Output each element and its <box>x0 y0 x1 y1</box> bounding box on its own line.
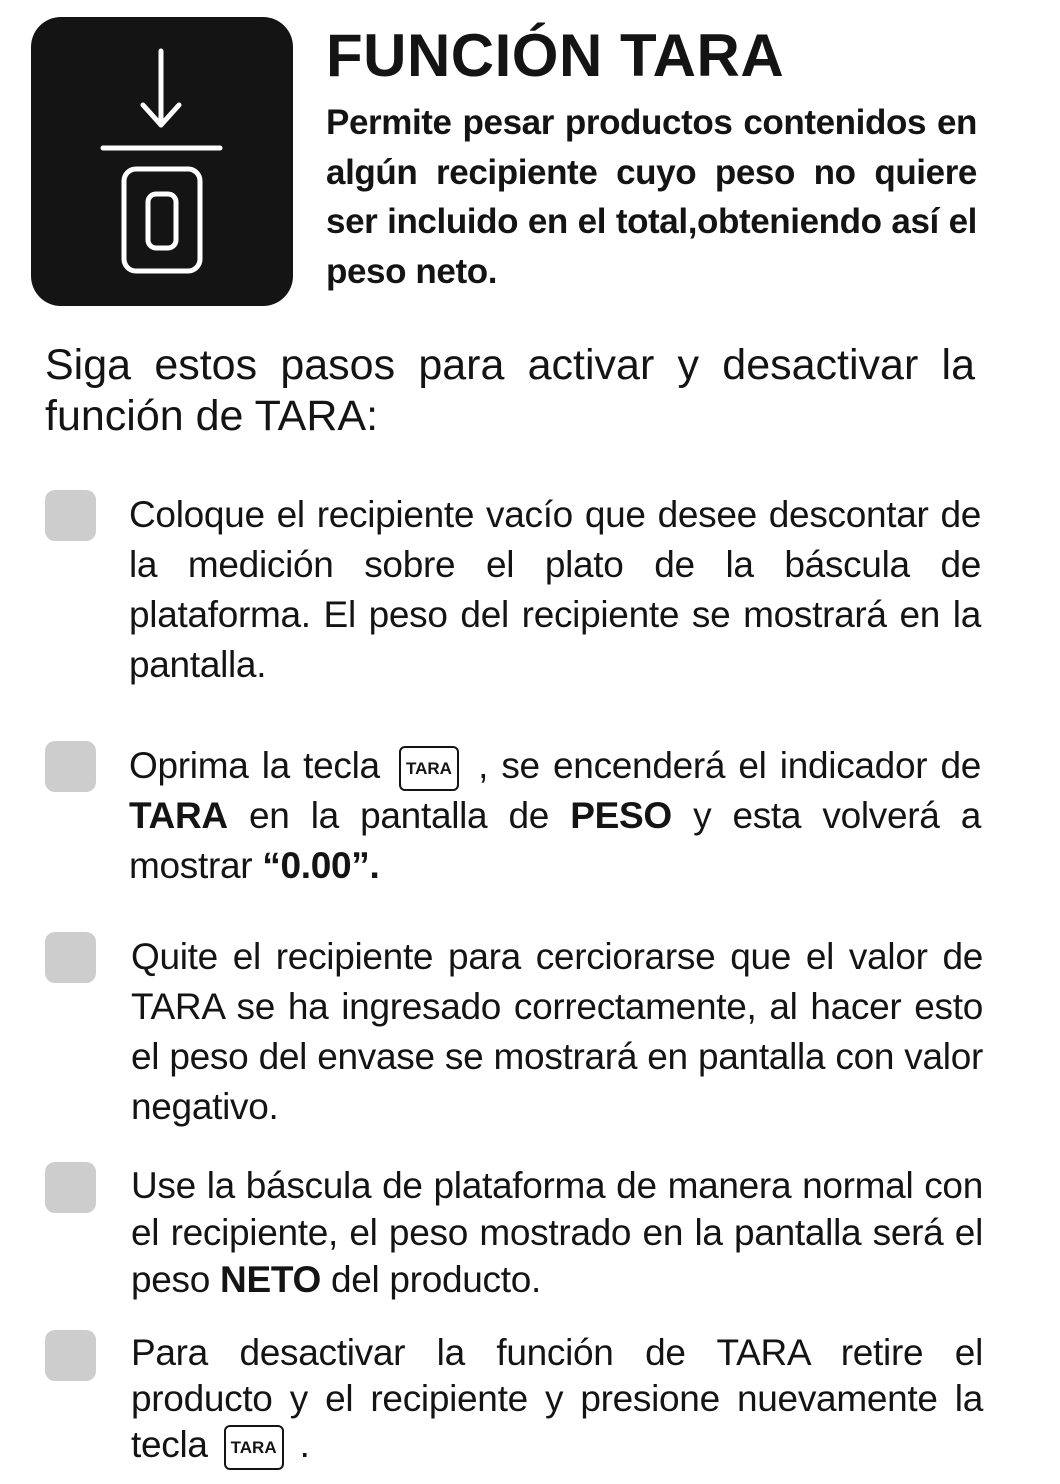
step-text-bold: TARA <box>129 795 228 836</box>
step-text: Quite el recipiente para cerciorarse que el valor de TARA se ha ingresado correctamente, al hacer esto el peso del envase se mostrará en pantalla con valor negativo. <box>131 936 983 1127</box>
step-text <box>131 1330 983 1470</box>
intro-text: Siga estos pasos para activar y desactivar la función de TARA: <box>45 341 975 440</box>
step-text-part: Use la báscula de plataforma de manera normal con el recipiente, el peso mostrado en la pantalla será el peso <box>131 1165 983 1300</box>
step-text-bold: NETO <box>220 1259 321 1300</box>
step-text: Coloque el recipiente vacío que desee descontar de la medición sobre el plato de la báscula de plataforma. El peso del recipiente se mostrará en la pantalla. <box>129 494 981 685</box>
tare-scale-icon <box>31 17 293 306</box>
step-text-part: , se encenderá el indicador de <box>478 745 982 786</box>
step-bullet <box>45 741 96 792</box>
step-bullet <box>45 1162 96 1213</box>
page-title: FUNCIÓN TARA <box>326 22 785 89</box>
step-bullet <box>45 1330 96 1381</box>
step-bullet <box>45 490 96 541</box>
step-text-bold: PESO <box>570 795 672 836</box>
step-text-bold: “0.00”. <box>262 845 380 886</box>
tara-key-icon: TARA <box>224 1425 284 1470</box>
step-text-part: Oprima la tecla <box>129 745 380 786</box>
step-text <box>131 1162 983 1303</box>
step-text-part: en la pantalla de <box>249 795 550 836</box>
step-text <box>129 741 981 891</box>
step-text-part: del producto. <box>330 1259 541 1300</box>
step-text-part: Para desactivar la función de TARA retire el producto y el recipiente y presione nuevamente la tecla <box>131 1332 983 1465</box>
step-text-part: . <box>299 1424 310 1465</box>
step-text-part: y esta volverá a mostrar <box>129 795 982 886</box>
tara-key-icon: TARA <box>399 746 459 791</box>
function-description: Permite pesar productos contenidos en algún recipiente cuyo peso no quiere ser incluido en el total,obteniendo así el peso neto. <box>326 103 977 291</box>
step-bullet <box>45 932 96 983</box>
